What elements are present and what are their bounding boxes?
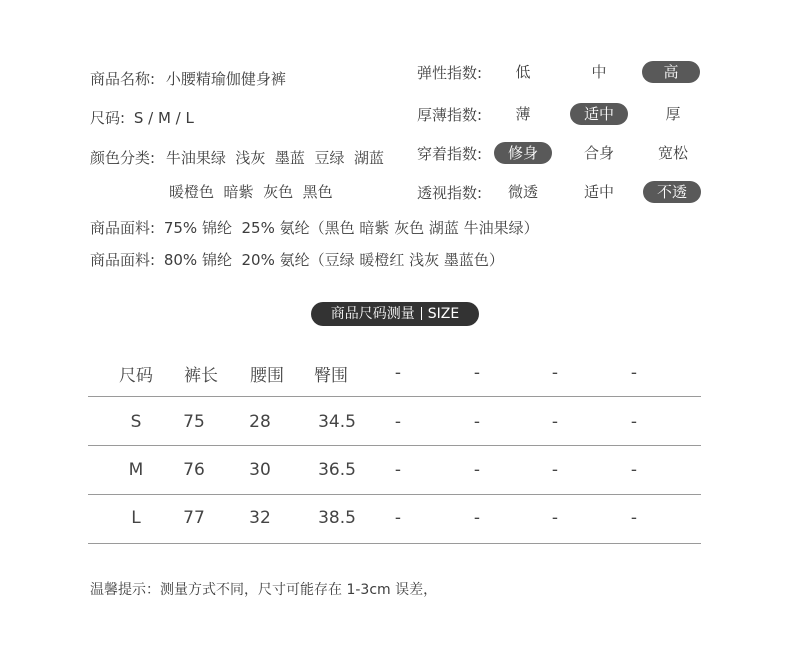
size-value: S / M / L (133, 109, 194, 127)
table-cell: 77 (183, 508, 205, 528)
table-cell: 75 (183, 412, 205, 432)
table-divider (88, 396, 701, 397)
attr-label-thickness: 厚薄指数: (417, 106, 483, 124)
attr-label-fit: 穿着指数: (417, 145, 483, 163)
fabric-label-2: 商品面料: (90, 251, 156, 269)
product-name-value: 小腰精瑜伽健身裤 (165, 70, 286, 88)
attr-fit-option-loose: 宽松 (657, 144, 688, 162)
attr-transparency-option-opaque: 不透 (643, 181, 701, 203)
measurement-note: 温馨提示：测量方式不同，尺寸可能存在 1-3cm 误差， (90, 582, 438, 598)
table-cell: S (130, 412, 142, 432)
table-cell: - (394, 508, 402, 528)
fabric-row-2 (90, 249, 504, 270)
table-cell: 34.5 (318, 412, 356, 432)
attr-thickness-option-medium: 适中 (570, 103, 628, 125)
size-section-title (311, 302, 479, 326)
attr-fit-option-slim: 修身 (494, 142, 552, 164)
fabric-row-1 (90, 217, 539, 238)
table-header-cell: 臀围 (314, 366, 348, 386)
table-cell: 36.5 (318, 460, 356, 480)
product-name-row (90, 68, 286, 89)
table-cell: M (128, 460, 144, 480)
attr-elasticity-option-high: 高 (642, 61, 700, 83)
table-cell: - (630, 412, 638, 432)
color-values-line2: 暖橙色 暗紫 灰色 黑色 (169, 183, 333, 201)
size-section-title-en: SIZE (427, 306, 460, 322)
attr-transparency-option-medium: 适中 (583, 183, 614, 201)
color-row (90, 147, 384, 168)
attr-thickness-option-thick: 厚 (665, 105, 681, 123)
table-divider (88, 445, 701, 446)
color-label: 颜色分类: (90, 149, 156, 167)
table-header-cell: - (630, 363, 638, 383)
fabric-value-2: 80% 锦纶 20% 氨纶（豆绿 暖橙红 浅灰 墨蓝色） (163, 251, 504, 269)
table-cell: 38.5 (318, 508, 356, 528)
attr-elasticity-option-low: 低 (515, 63, 531, 81)
attr-elasticity-option-mid: 中 (591, 63, 607, 81)
size-label: 尺码: (90, 109, 126, 127)
table-cell: - (394, 460, 402, 480)
fabric-label-1: 商品面料: (90, 219, 156, 237)
table-cell: 32 (249, 508, 271, 528)
table-header-cell: 尺码 (119, 366, 153, 386)
size-section-title-cn: 商品尺码测量 (330, 306, 415, 322)
fabric-value-1: 75% 锦纶 25% 氨纶（黑色 暗紫 灰色 湖蓝 牛油果绿） (163, 219, 539, 237)
table-divider (88, 494, 701, 495)
attr-label-elasticity: 弹性指数: (417, 64, 483, 82)
table-cell: - (473, 508, 481, 528)
attr-fit-option-regular: 合身 (583, 144, 614, 162)
table-cell: - (551, 412, 559, 432)
table-cell: - (551, 460, 559, 480)
table-cell: - (551, 508, 559, 528)
table-cell: 30 (249, 460, 271, 480)
attr-label-transparency: 透视指数: (417, 184, 483, 202)
table-divider (88, 543, 701, 544)
attr-thickness-option-thin: 薄 (515, 105, 531, 123)
table-cell: - (394, 412, 402, 432)
table-header-cell: 裤长 (184, 366, 218, 386)
table-cell: - (630, 508, 638, 528)
attr-transparency-option-slight: 微透 (507, 183, 538, 201)
table-header-cell: - (551, 363, 559, 383)
size-row (90, 107, 194, 128)
table-cell: - (473, 412, 481, 432)
title-divider (421, 307, 422, 320)
table-cell: L (131, 508, 141, 528)
table-cell: - (630, 460, 638, 480)
table-cell: - (473, 460, 481, 480)
table-cell: 76 (183, 460, 205, 480)
table-header-cell: 腰围 (250, 366, 284, 386)
color-values-line1: 牛油果绿 浅灰 墨蓝 豆绿 湖蓝 (165, 149, 384, 167)
table-header-cell: - (473, 363, 481, 383)
table-header-cell: - (394, 363, 402, 383)
product-name-label: 商品名称: (90, 70, 156, 88)
table-cell: 28 (249, 412, 271, 432)
